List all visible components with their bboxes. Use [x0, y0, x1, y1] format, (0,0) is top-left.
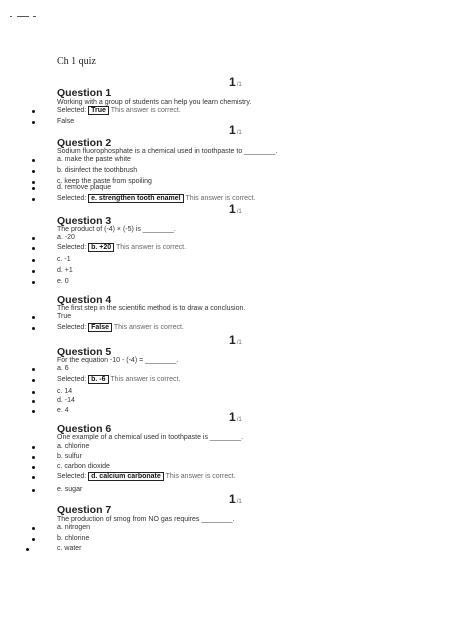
- question-2-title: Question 2: [57, 137, 112, 149]
- bullet: [32, 368, 35, 371]
- bullet: [32, 476, 35, 479]
- bullet: [32, 400, 35, 403]
- question-2-option: a. make the paste white: [57, 156, 131, 163]
- question-4-option: True: [57, 313, 72, 320]
- bullet: [32, 489, 35, 492]
- bullet: [32, 456, 35, 459]
- question-6-option: e. sugar: [57, 486, 83, 493]
- question-6-option: b. sulfur: [57, 453, 82, 460]
- bullet: [32, 327, 35, 330]
- question-2-selected-answer: Selected: e. strengthen tooth enamel This answer is correct.: [57, 195, 256, 202]
- question-5-option: e. 4: [57, 407, 69, 414]
- question-5-option: a. 6: [57, 365, 69, 372]
- bullet: [32, 527, 35, 530]
- bullet: [32, 379, 35, 382]
- question-6-option: a. chlorine: [57, 443, 90, 450]
- bullet: [32, 391, 35, 394]
- bullet: [32, 110, 35, 113]
- question-5-prompt: For the equation -10 - (-4) = ________.: [57, 357, 179, 364]
- question-7-option: c. water: [57, 545, 82, 552]
- bullet: [32, 237, 35, 240]
- bullet: [32, 187, 35, 190]
- bullet: [32, 538, 35, 541]
- question-1-title: Question 1: [57, 87, 112, 99]
- question-5-option: d. -14: [57, 397, 75, 404]
- bullet: [32, 410, 35, 413]
- bullet: [32, 198, 35, 201]
- question-5-selected-answer: Selected: b. -6 This answer is correct.: [57, 376, 181, 383]
- question-2-score: 1/1: [229, 123, 242, 137]
- question-3-selected-answer: Selected: b. +20 This answer is correct.: [57, 244, 187, 251]
- bullet: [32, 247, 35, 250]
- question-1-prompt: Working with a group of students can help you learn chemistry.: [57, 99, 252, 106]
- bullet: [32, 181, 35, 184]
- question-4-score: 1/1: [229, 333, 242, 347]
- question-5-title: Question 5: [57, 346, 112, 358]
- bullet: [32, 466, 35, 469]
- question-1-option: False: [57, 118, 75, 125]
- question-7-option: a. nitrogen: [57, 524, 91, 531]
- question-2-option: c. keep the paste from spoiling: [57, 178, 152, 185]
- question-3-title: Question 3: [57, 215, 112, 227]
- question-7-score: 1/1: [229, 492, 242, 506]
- question-3-option: a. -20: [57, 234, 75, 241]
- question-2-prompt: Sodium fluorophosphate is a chemical used in toothpaste to ________.: [57, 148, 278, 155]
- question-2-option: b. disinfect the toothbrush: [57, 167, 138, 174]
- bullet: [32, 170, 35, 173]
- question-4-selected-answer: Selected: False This answer is correct.: [57, 324, 184, 331]
- question-5-option: c. 14: [57, 388, 73, 395]
- question-1-score: 1/1: [229, 75, 242, 89]
- bullet: [26, 548, 29, 551]
- quiz-title: Ch 1 quiz: [57, 56, 96, 67]
- question-3-option: c. -1: [57, 256, 71, 263]
- question-6-option: c. carbon dioxide: [57, 463, 110, 470]
- question-7-option: b. chlorine: [57, 535, 90, 542]
- question-2-option: d. remove plaque: [57, 184, 112, 191]
- question-7-title: Question 7: [57, 504, 112, 516]
- question-4-prompt: The first step in the scientific method is to draw a conclusion.: [57, 305, 246, 312]
- bullet: [32, 121, 35, 124]
- question-3-score: 1/1: [229, 202, 242, 216]
- question-3-option: d. +1: [57, 267, 73, 274]
- bullet: [32, 159, 35, 162]
- question-6-title: Question 6: [57, 423, 112, 435]
- bullet: [32, 316, 35, 319]
- question-3-prompt: The product of (-4) × (-5) is ________.: [57, 226, 176, 233]
- scan-mark: [10, 16, 40, 20]
- bullet: [32, 259, 35, 262]
- question-6-prompt: One example of a chemical used in toothpaste is ________.: [57, 434, 244, 441]
- question-3-option: e. 0: [57, 278, 69, 285]
- question-6-selected-answer: Selected: d. calcium carbonate This answer is correct.: [57, 473, 236, 480]
- question-4-title: Question 4: [57, 294, 112, 306]
- bullet: [32, 281, 35, 284]
- question-1-selected-answer: Selected: True This answer is correct.: [57, 107, 181, 114]
- question-7-prompt: The production of smog from NO gas requires ________.: [57, 516, 235, 523]
- bullet: [32, 270, 35, 273]
- bullet: [32, 446, 35, 449]
- question-6-score: 1/1: [229, 410, 242, 424]
